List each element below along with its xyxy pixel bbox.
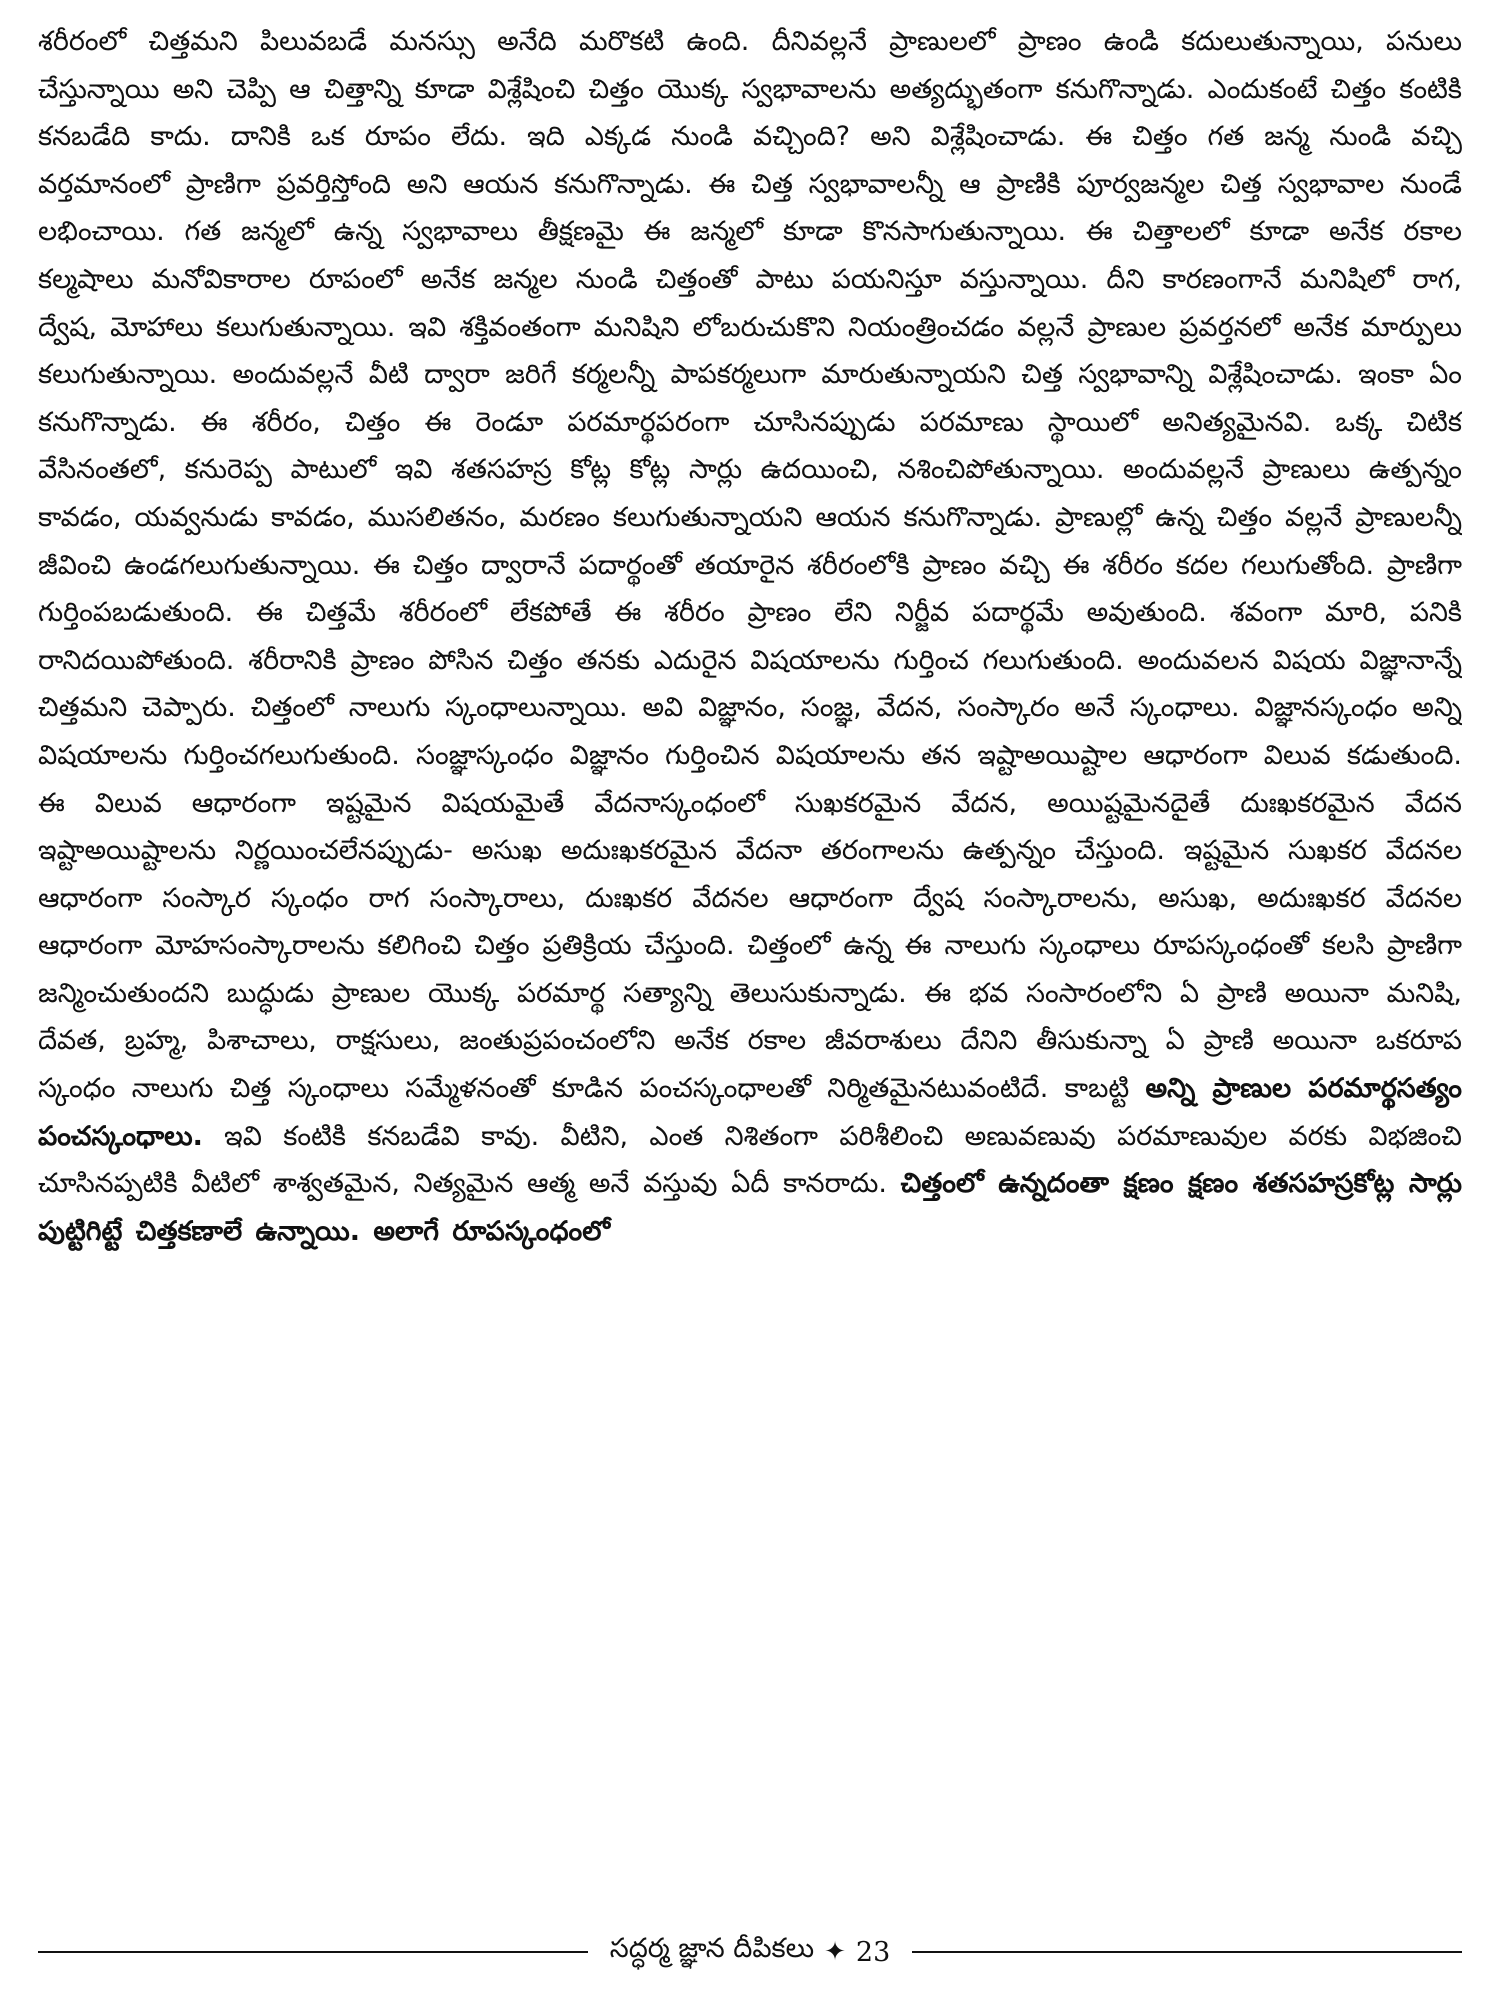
- page-footer: [38, 1932, 1462, 1972]
- book-title: సద్ధర్మ జ్ఞాన దీపికలు: [609, 1933, 815, 1964]
- bold-phrase-chittam: చిత్తంలో ఉన్నదంతా క్షణం క్షణం శతసహస్రకోట్ల సార్లు పుట్టిగిట్టే చిత్తకణాలే ఉన్నాయి. అలాగే రూపస్కంధంలో: [38, 1168, 1462, 1247]
- footer-rule-left: [38, 1951, 588, 1953]
- text-segment-1: శరీరంలో చిత్తమని పిలువబడే మనస్సు అనేది మరొకటి ఉంది. దీనివల్లనే ప్రాణులలో ప్రాణం ఉండి కదులుతున్నాయి, పనులు చేస్తున్నాయి అని చెప్పి ఆ చిత్తాన్ని కూడా విశ్లేషించి చిత్తం యొక్క స్వభావాలను అత్యద్భుతంగా కనుగొన్నాడు. ఎందుకంటే చిత్తం కంటికి కనబడేది కాదు. దానికి ఒక రూపం లేదు. ఇది ఎక్కడ నుండి వచ్చింది? అని విశ్లేషించాడు. ఈ చిత్తం గత జన్మ నుండి వచ్చి వర్తమానంలో ప్రాణిగా ప్రవర్తిస్తోంది అని ఆయన కనుగొన్నాడు. ఈ చిత్త స్వభావాలన్నీ ఆ ప్రాణికి పూర్వజన్మల చిత్త స్వభావాల నుండే లభించాయి. గత జన్మలో ఉన్న స్వభావాలు తీక్షణమై ఈ జన్మలో కూడా కొనసాగుతున్నాయి. ఈ చిత్తాలలో కూడా అనేక రకాల కల్మషాలు మనోవికారాల రూపంలో అనేక జన్మల నుండి చిత్తంతో పాటు పయనిస్తూ వస్తున్నాయి. దీని కారణంగానే మనిషిలో రాగ, ద్వేష, మోహాలు కలుగుతున్నాయి. ఇవి శక్తివంతంగా మనిషిని లోబరుచుకొని నియంత్రించడం వల్లనే ప్రాణుల ప్రవర్తనలో అనేక మార్పులు కలుగుతున్నాయి. అందువల్లనే వీటి ద్వారా జరిగే కర్మలన్నీ పాపకర్మలుగా మారుతున్నాయని చిత్త స్వభావాన్ని విశ్లేషించాడు. ఇంకా ఏం కనుగొన్నాడు. ఈ శరీరం, చిత్తం ఈ రెండూ పరమార్థపరంగా చూసినప్పుడు పరమాణు స్థాయిలో అనిత్యమైనవి. ఒక్క చిటిక వేసినంతలో, కనురెప్ప పాటులో ఇవి శతసహస్ర కోట్ల కోట్ల సార్లు ఉదయించి, నశించిపోతున్నాయి. అందువల్లనే ప్రాణులు ఉత్పన్నం కావడం, యవ్వనుడు కావడం, ముసలితనం, మరణం కలుగుతున్నాయని ఆయన కనుగొన్నాడు. ప్రాణుల్లో ఉన్న చిత్తం వల్లనే ప్రాణులన్నీ జీవించి ఉండగలుగుతున్నాయి. ఈ చిత్తం ద్వారానే పదార్థంతో తయారైన శరీరంలోకి ప్రాణం వచ్చి ఈ శరీరం కదల గలుగుతోంది. ప్రాణిగా గుర్తింపబడుతుంది. ఈ చిత్తమే శరీరంలో లేకపోతే ఈ శరీరం ప్రాణం లేని నిర్జీవ పదార్థమే అవుతుంది. శవంగా మారి, పనికి రానిదయిపోతుంది. శరీరానికి ప్రాణం పోసిన చిత్తం తనకు ఎదురైన విషయాలను గుర్తించ గలుగుతుంది. అందువలన విషయ విజ్ఞానాన్నే చిత్తమని చెప్పారు. చిత్తంలో నాలుగు స్కంధాలున్నాయి. అవి విజ్ఞానం, సంజ్ఞ, వేదన, సంస్కారం అనే స్కంధాలు. విజ్ఞానస్కంధం అన్ని విషయాలను గుర్తించగలుగుతుంది. సంజ్ఞాస్కంధం విజ్ఞానం గుర్తించిన విషయాలను తన ఇష్టాఅయిష్టాల ఆధారంగా విలువ కడుతుంది. ఈ విలువ ఆధారంగా ఇష్టమైన విషయమైతే వేదనాస్కంధంలో సుఖకరమైన వేదన, అయిష్టమైనదైతే దుఃఖకరమైన వేదన ఇష్టాఅయిష్టాలను నిర్ణయించలేనప్పుడు- అసుఖ అదుఃఖకరమైన వేదనా తరంగాలను ఉత్పన్నం చేస్తుంది. ఇష్టమైన సుఖకర వేదనల ఆధారంగా సంస్కార స్కంధం రాగ సంస్కారాలు, దుఃఖకర వేదనల ఆధారంగా ద్వేష సంస్కారాలను, అసుఖ, అదుఃఖకర వేదనల ఆధారంగా మోహసంస్కారాలను కలిగించి చిత్తం ప్రతిక్రియ చేస్తుంది. చిత్తంలో ఉన్న ఈ నాలుగు స్కంధాలు రూపస్కంధంతో కలసి ప్రాణిగా జన్మించుతుందని బుద్ధుడు ప్రాణుల యొక్క పరమార్థ సత్యాన్ని తెలుసుకున్నాడు. ఈ భవ సంసారంలోని ఏ ప్రాణి అయినా మనిషి, దేవత, బ్రహ్మ, పిశాచాలు, రాక్షసులు, జంతుప్రపంచంలోని అనేక రకాల జీవరాశులు దేనిని తీసుకున్నా ఏ ప్రాణి అయినా ఒకరూప స్కంధం నాలుగు చిత్త స్కంధాలు సమ్మేళనంతో కూడిన పంచస్కంధాలతో నిర్మితమైనటువంటిదే. కాబట్టి: [38, 26, 1462, 1105]
- page-content: [38, 18, 1462, 1918]
- star-icon: ✦: [824, 1937, 846, 1967]
- page-number: 23: [855, 1936, 891, 1968]
- footer-rule-right: [912, 1951, 1462, 1953]
- bold-phrase-pancha-skandha: అన్ని ప్రాణుల పరమార్థసత్యం పంచస్కంధాలు.: [38, 1073, 1462, 1152]
- text-segment-2: ఇవి కంటికి కనబడేవి కావు. వీటిని, ఎంత నిశితంగా పరిశీలించి అణువణువు పరమాణువుల వరకు విభజించి చూసినప్పటికి వీటిలో శాశ్వతమైన, నిత్యమైన ఆత్మ అనే వస్తువు ఏదీ కానరాదు.: [38, 1120, 1462, 1200]
- footer-label: [588, 1933, 913, 1971]
- body-paragraph: [38, 18, 1462, 1255]
